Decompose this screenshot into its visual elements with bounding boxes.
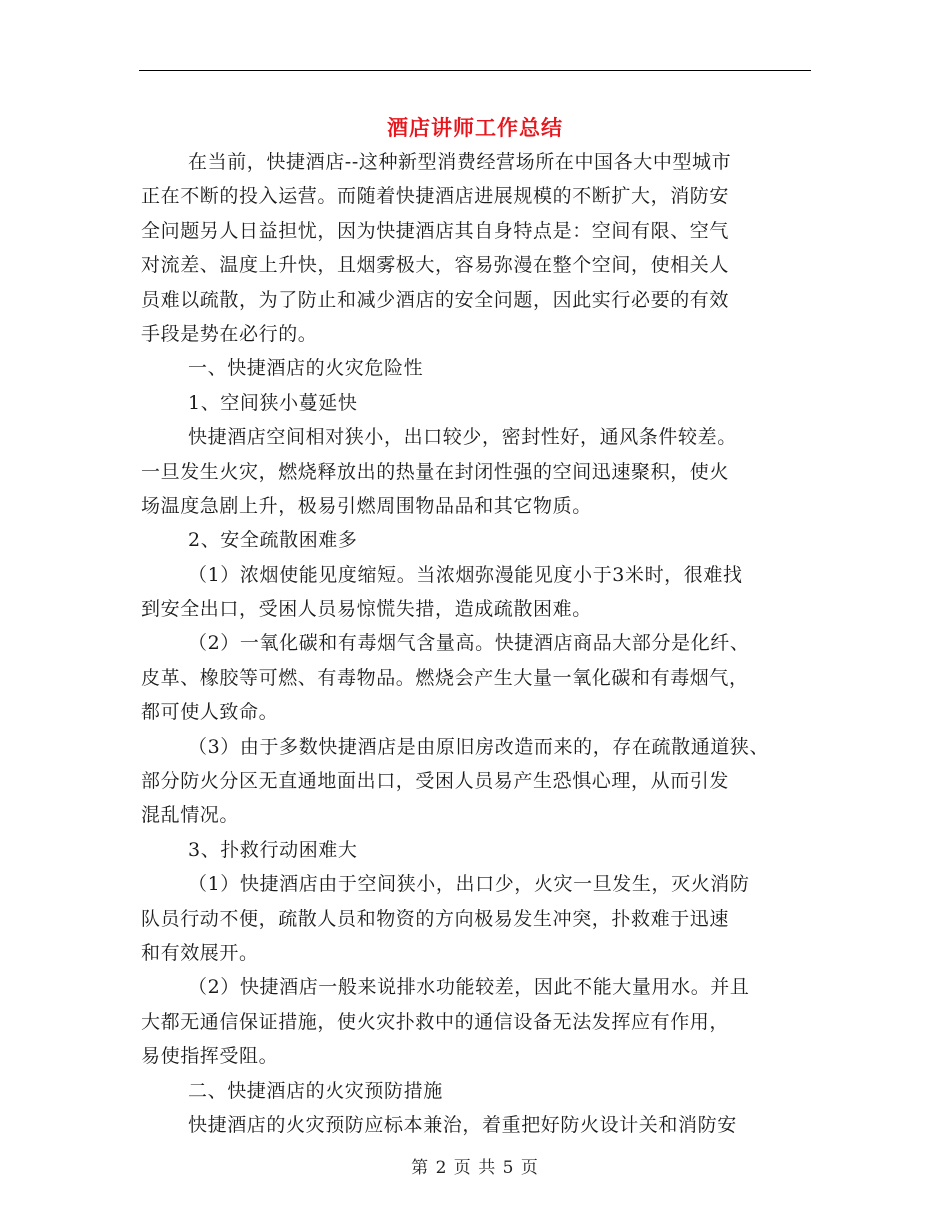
text-line: （1）浓烟使能见度缩短。当浓烟弥漫能见度小于3米时，很难找	[188, 563, 743, 586]
text-line: 场温度急剧上升，极易引燃周围物品品和其它物质。	[141, 494, 592, 517]
text-line: 到安全出口，受困人员易惊慌失措，造成疏散困难。	[141, 598, 592, 621]
header-rule	[139, 70, 811, 71]
text-line: 都可使人致命。	[141, 701, 279, 724]
text-line: （2）快捷酒店一般来说排水功能较差，因此不能大量用水。并且	[188, 976, 750, 999]
text-line: 手段是势在必行的。	[141, 322, 318, 345]
text-line: 全问题另人日益担忧，因为快捷酒店其自身特点是：空间有限、空气	[141, 219, 730, 242]
text-line: 队员行动不便，疏散人员和物资的方向极易发生冲突，扑救难于迅速	[141, 907, 730, 930]
page-number: 第 2 页 共 5 页	[411, 1158, 539, 1178]
text-line: 快捷酒店空间相对狭小，出口较少，密封性好，通风条件较差。	[188, 426, 737, 449]
document-body	[141, 145, 813, 1142]
subsection-heading: 2、安全疏散困难多	[188, 529, 358, 552]
text-line: 易使指挥受阻。	[141, 1045, 279, 1068]
text-line: 快捷酒店的火灾预防应标本兼治，着重把好防火设计关和消防安	[188, 1113, 737, 1136]
section-heading: 一、快捷酒店的火灾危险性	[188, 357, 424, 380]
text-line: 一旦发生火灾，燃烧释放出的热量在封闭性强的空间迅速聚积，使火	[141, 460, 730, 483]
text-line: 在当前，快捷酒店--这种新型消费经营场所在中国各大中型城市	[188, 151, 732, 173]
text-line: 正在不断的投入运营。而随着快捷酒店进展规模的不断扩大，消防安	[141, 185, 730, 208]
text-line: 对流差、温度上升快，且烟雾极大，容易弥漫在整个空间，使相关人	[141, 254, 730, 277]
text-line: 和有效展开。	[141, 941, 259, 964]
text-line: 混乱情况。	[141, 804, 240, 827]
text-line: （3）由于多数快捷酒店是由原旧房改造而来的，存在疏散通道狭、	[188, 735, 770, 758]
subsection-heading: 1、空间狭小蔓延快	[188, 391, 358, 414]
subsection-heading: 3、扑救行动困难大	[188, 838, 358, 861]
text-line: 部分防火分区无直通地面出口，受困人员易产生恐惧心理，从而引发	[141, 770, 730, 793]
text-line: 大都无通信保证措施，使火灾扑救中的通信设备无法发挥应有作用，	[141, 1010, 730, 1033]
section-heading: 二、快捷酒店的火灾预防措施	[188, 1079, 443, 1102]
text-line: （2）一氧化碳和有毒烟气含量高。快捷酒店商品大部分是化纤、	[188, 632, 750, 655]
text-line: （1）快捷酒店由于空间狭小，出口少，火灾一旦发生，灭火消防	[188, 873, 750, 896]
text-line: 员难以疏散，为了防止和减少酒店的安全问题，因此实行必要的有效	[141, 288, 730, 311]
text-line: 皮革、橡胶等可燃、有毒物品。燃烧会产生大量一氧化碳和有毒烟气，	[141, 666, 749, 689]
document-title: 酒店讲师工作总结	[387, 115, 563, 140]
